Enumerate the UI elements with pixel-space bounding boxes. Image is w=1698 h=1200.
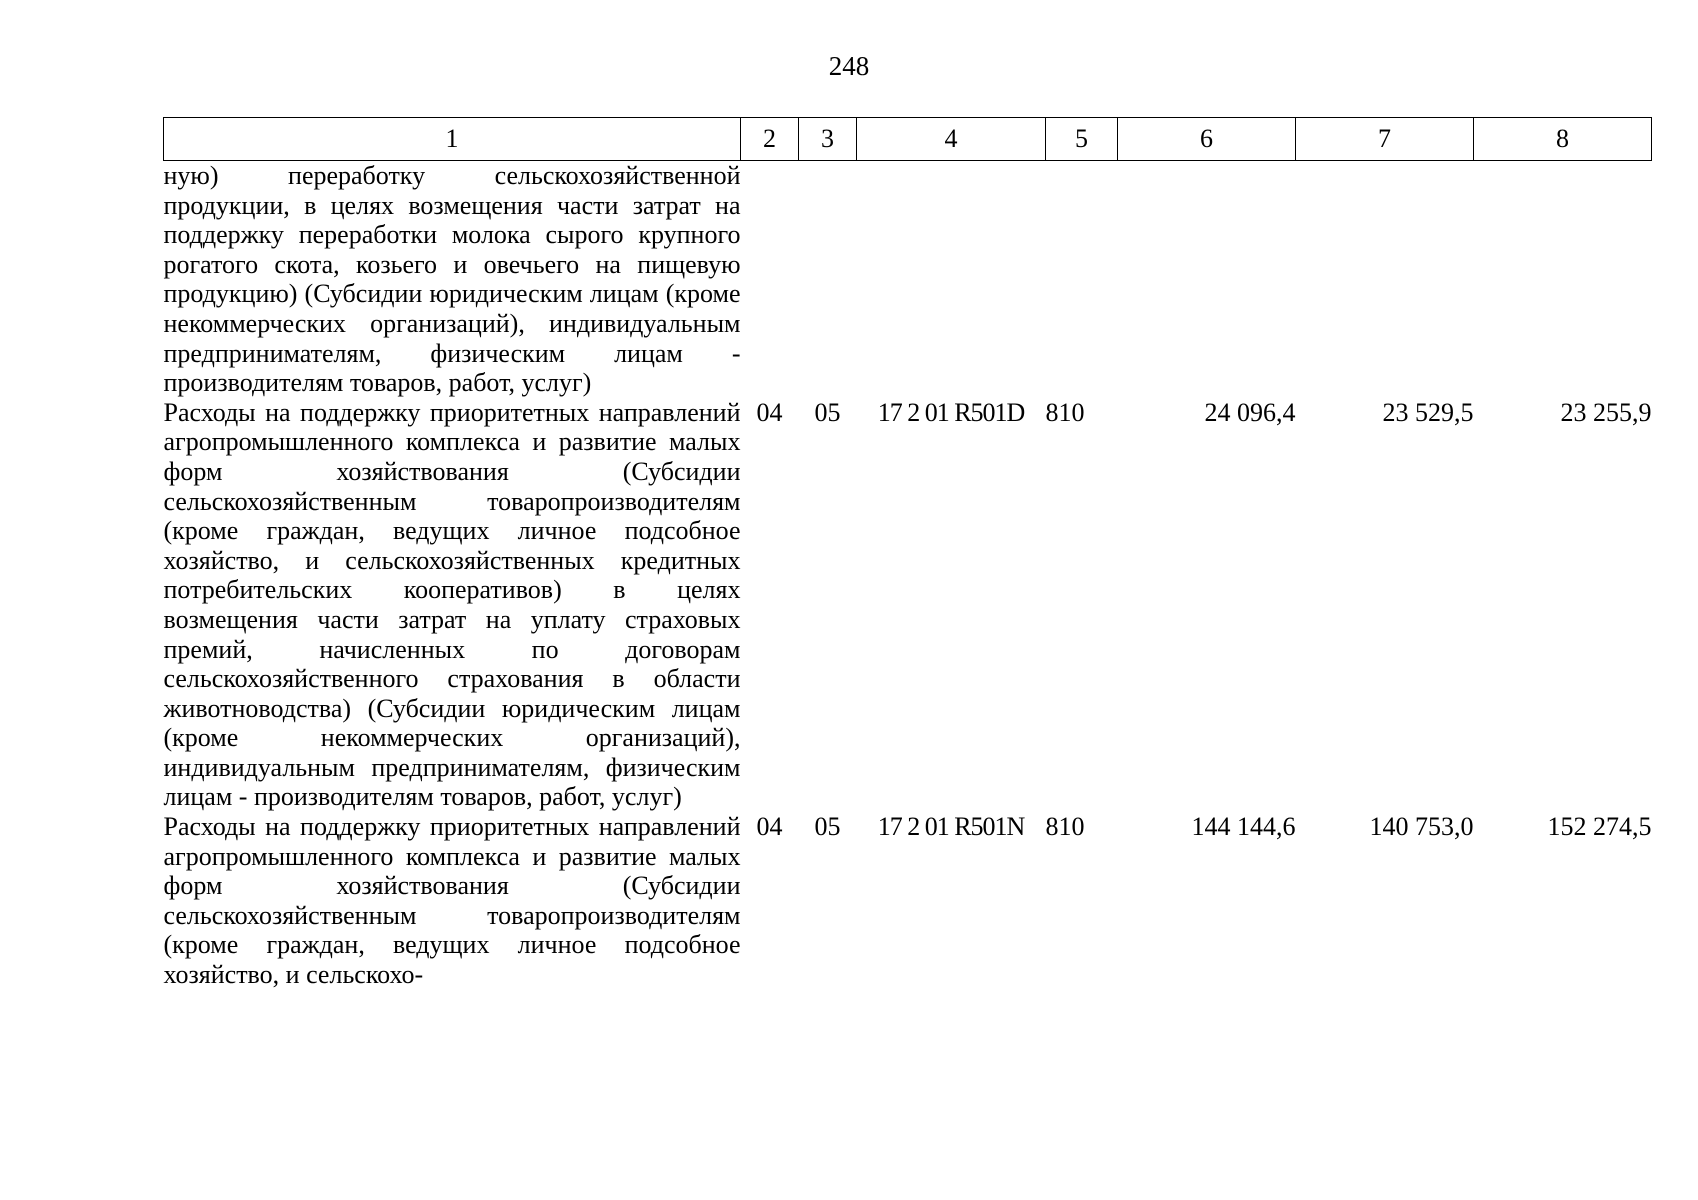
row-expense-type: 810 <box>1045 812 1085 842</box>
header-cell-7: 7 <box>1296 118 1474 161</box>
row-amount-year-2 <box>1296 161 1474 398</box>
header-cell-8: 8 <box>1474 118 1652 161</box>
table-row <box>164 812 1652 990</box>
row-target-article <box>857 161 1046 398</box>
row-description: Расходы на поддержку приоритетных направлений агропромышленного комплекса и развитие малых форм хозяйствования (Субсидии сельскохозяйственным товаропроизводителям (кроме граждан, ведущих личное подсобное хозяйство, и сельскохо- <box>163 812 741 990</box>
table-row <box>164 398 1652 812</box>
row-description: ную) переработку сельскохозяйственной продукции, в целях возмещения части затрат на поддержку переработки молока сырого крупного рогатого скота, козьего и овечьего на пищевую продукцию) (Субсидии юридическим лицам (кроме некоммерческих организаций), индивидуальным предпринимателям, физическим лицам - производителям товаров, работ, услуг) <box>163 161 741 398</box>
row-expense-type <box>1046 161 1118 398</box>
row-amount-year-2: 23 529,5 <box>1382 397 1474 427</box>
row-section-code: 04 <box>756 812 783 842</box>
row-subsection-code: 05 <box>814 812 841 842</box>
row-amount-year-1 <box>1118 161 1296 398</box>
row-amount-year-2: 140 753,0 <box>1369 812 1474 842</box>
row-amount-year-1: 144 144,6 <box>1191 812 1296 842</box>
row-description: Расходы на поддержку приоритетных направлений агропромышленного комплекса и развитие малых форм хозяйствования (Субсидии сельскохозяйственным товаропроизводителям (кроме граждан, ведущих личное подсобное хозяйство, и сельскохозяйственных кредитных потребительских кооперативов) в целях возмещения части затрат на уплату страховых премий, начисленных по договорам сельскохозяйственного страхования в области животноводства) (Субсидии юридическим лицам (кроме некоммерческих организаций), индивидуальным предпринимателям, физическим лицам - производителям товаров, работ, услуг) <box>163 397 741 812</box>
row-amount-year-3 <box>1474 161 1652 398</box>
header-row <box>164 118 1652 161</box>
row-expense-type: 810 <box>1045 397 1085 427</box>
row-section-code <box>741 161 799 398</box>
row-amount-year-1: 24 096,4 <box>1204 397 1296 427</box>
header-cell-4: 4 <box>857 118 1046 161</box>
row-amount-year-3: 23 255,9 <box>1560 397 1652 427</box>
header-cell-1: 1 <box>164 118 741 161</box>
row-subsection-code <box>799 161 857 398</box>
header-cell-3: 3 <box>799 118 857 161</box>
row-target-article: 17 2 01 R501D <box>877 397 1025 427</box>
header-cell-6: 6 <box>1118 118 1296 161</box>
header-cell-2: 2 <box>741 118 799 161</box>
table-row <box>164 161 1652 398</box>
header-cell-5: 5 <box>1046 118 1118 161</box>
row-subsection-code: 05 <box>814 397 841 427</box>
row-target-article: 17 2 01 R501N <box>877 812 1025 842</box>
row-amount-year-3: 152 274,5 <box>1547 812 1652 842</box>
budget-table <box>163 117 1652 990</box>
page-number: 248 <box>828 51 870 81</box>
row-section-code: 04 <box>756 397 783 427</box>
